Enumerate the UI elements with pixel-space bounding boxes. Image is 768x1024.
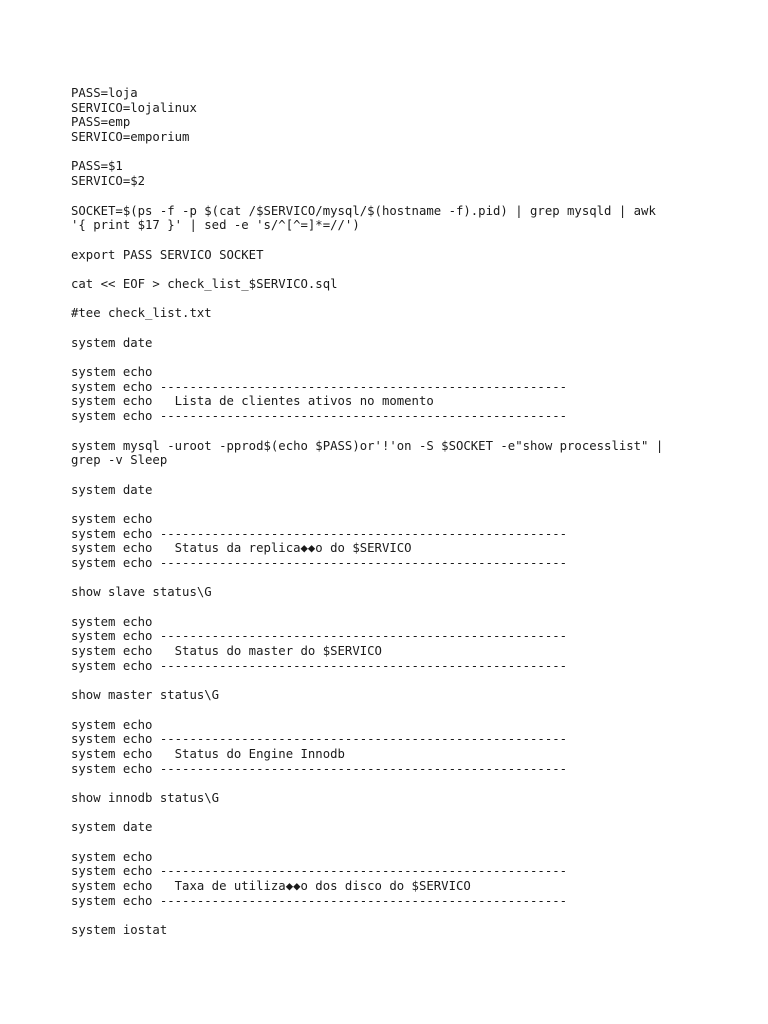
code-line: SERVICO=$2 bbox=[71, 174, 146, 189]
blank-line bbox=[71, 600, 731, 615]
code-line: show master status\G bbox=[71, 688, 220, 703]
code-line: system echo bbox=[71, 511, 153, 526]
code-line: system echo ------------------------------------------------------- bbox=[71, 629, 568, 644]
blank-line bbox=[71, 262, 731, 277]
code-line: export PASS SERVICO SOCKET bbox=[71, 247, 264, 262]
code-line: cat << EOF > check_list_$SERVICO.sql bbox=[71, 276, 338, 291]
code-line: system echo ------------------------------------------------------- bbox=[71, 658, 568, 673]
code-line: SERVICO=lojalinux bbox=[71, 100, 197, 115]
code-line: system echo Status do Engine Innodb bbox=[71, 746, 345, 761]
code-line: system mysql -uroot -pprod$(echo $PASS)or'!'on -S $SOCKET -e"show processlist" | bbox=[71, 438, 664, 453]
blank-line bbox=[71, 233, 731, 248]
code-line: SERVICO=emporium bbox=[71, 130, 190, 145]
code-line: system echo bbox=[71, 614, 153, 629]
blank-line bbox=[71, 776, 731, 791]
blank-line bbox=[71, 189, 731, 204]
blank-line bbox=[71, 806, 731, 821]
code-line: system echo Status da replica◆◆o do $SERVICO bbox=[71, 541, 412, 556]
blank-line bbox=[71, 321, 731, 336]
code-line: system echo ------------------------------------------------------- bbox=[71, 864, 568, 879]
code-line: system echo ------------------------------------------------------- bbox=[71, 732, 568, 747]
code-line: system echo ------------------------------------------------------- bbox=[71, 379, 568, 394]
blank-line bbox=[71, 468, 731, 483]
code-line: system echo Taxa de utiliza◆◆o dos disco do $SERVICO bbox=[71, 879, 471, 894]
code-line: grep -v Sleep bbox=[71, 453, 168, 468]
code-line: system echo ------------------------------------------------------- bbox=[71, 526, 568, 541]
code-line: system echo bbox=[71, 717, 153, 732]
code-line: show innodb status\G bbox=[71, 791, 220, 805]
blank-line bbox=[71, 350, 731, 365]
code-line: '{ print $17 }' | sed -e 's/^[^=]*=//') bbox=[71, 218, 360, 233]
blank-line bbox=[71, 145, 731, 160]
code-line: system echo Lista de clientes ativos no momento bbox=[71, 394, 434, 409]
code-line: PASS=$1 bbox=[71, 159, 123, 174]
code-line: PASS=loja bbox=[71, 86, 138, 100]
code-line: system echo bbox=[71, 849, 153, 864]
code-line: show slave status\G bbox=[71, 585, 212, 600]
code-line: system echo ------------------------------------------------------- bbox=[71, 893, 568, 908]
code-line: system echo ------------------------------------------------------- bbox=[71, 409, 568, 424]
code-line: system echo Status do master do $SERVICO bbox=[71, 644, 382, 659]
code-line: system echo bbox=[71, 365, 153, 380]
blank-line bbox=[71, 909, 731, 924]
code-line: PASS=emp bbox=[71, 115, 131, 130]
blank-line bbox=[71, 292, 731, 307]
code-line: system echo ------------------------------------------------------- bbox=[71, 556, 568, 570]
script-text-block bbox=[71, 86, 731, 938]
blank-line bbox=[71, 497, 731, 512]
code-line: #tee check_list.txt bbox=[71, 306, 212, 321]
blank-line bbox=[71, 703, 731, 718]
code-line: system date bbox=[71, 820, 153, 835]
blank-line bbox=[71, 674, 731, 689]
blank-line bbox=[71, 571, 731, 586]
code-line: system iostat bbox=[71, 923, 168, 938]
code-line: system date bbox=[71, 482, 153, 497]
blank-line bbox=[71, 835, 731, 850]
code-line: SOCKET=$(ps -f -p $(cat /$SERVICO/mysql/$(hostname -f).pid) | grep mysqld | awk bbox=[71, 203, 656, 218]
code-line: system echo ------------------------------------------------------- bbox=[71, 761, 568, 776]
code-line: system date bbox=[71, 335, 153, 350]
blank-line bbox=[71, 424, 731, 439]
